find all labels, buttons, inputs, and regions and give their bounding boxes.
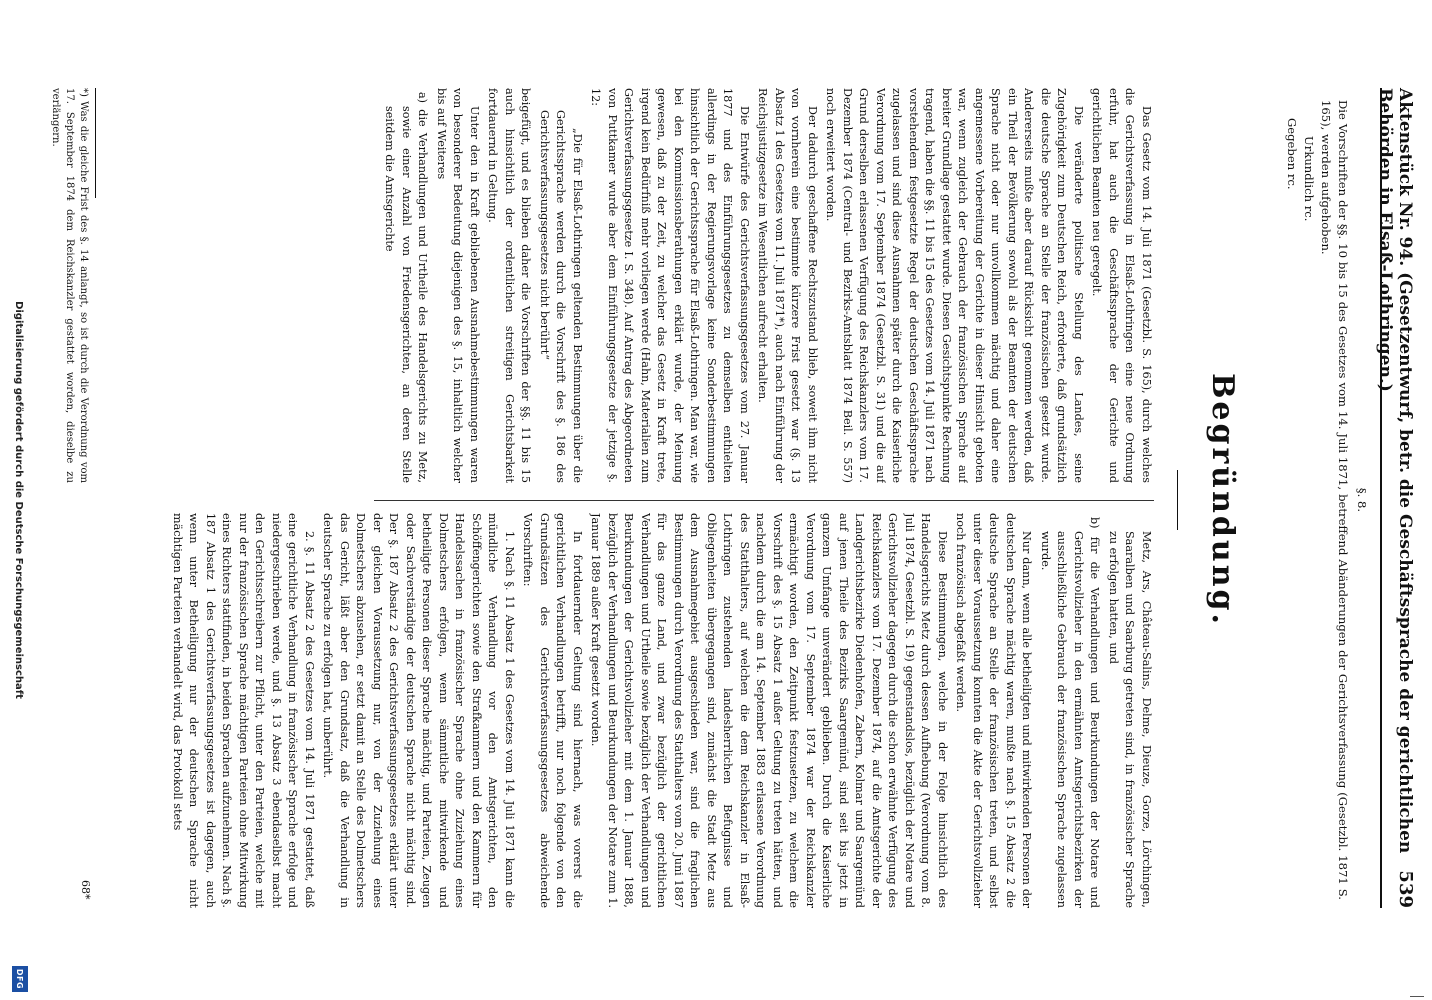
page-number: 539 [1395, 870, 1416, 908]
left-paragraph: Unter den in Kraft gebliebenen Ausnahmebestimmungen waren von besonderer Bedeutung diejenigen des §. 15, inhaltlich welcher bis auf Weiteres [435, 88, 481, 483]
right-paragraph: Metz, Ars, Château-Salins, Delme, Dieuze, Gorze, Lörchingen, Saaralben und Saarburg getreten sind, in französischer Sprache zu erfolgen hatten, und [1107, 531, 1153, 908]
left-paragraph: beigefügt, und es blieben daher die Vorschriften der §§. 11 bis 15 auch hinsichtlich der ordentlichen streitigen Gerichtsbarkeit fortdauernd in Geltung. [486, 88, 533, 483]
left-paragraph: Der dadurch geschaffene Rechtszustand blieb, soweit ihm nicht von vornherein eine bestimmte kürzere Frist gesetzt war (§. 13 Absatz 1 des Gesetzes vom 11. Juli 1871*), auch nach Einführung der Reichsjustizgesetze im Wesentlichen aufrecht erhalten. [756, 88, 819, 483]
column-divider [374, 500, 1154, 501]
right-column [134, 513, 1154, 908]
left-list-item: a) die Verhandlungen und Urtheile des Handelsgerichts zu Metz, sowie einer Anzahl von Friedensgerichten, an deren Stelle seitdem die Amtsgerichte [383, 92, 430, 483]
page-foot-number: 68* [79, 880, 92, 900]
right-paragraph: 1. Nach §. 11 Absatz 1 des Gesetzes vom 14. Juli 1871 kann die mündliche Verhandlung vor den Amtsgerichten, den Schöffengerichten sowie den Strafkammern und den Kammern für Handelssachen in französischer Sprache ohne Zuziehung eines Dolmetschers erfolgen, wenn sämmtliche mitwirkende und betheiligte Personen dieser Sprache mächtig, und Parteien, Zeugen oder Sachverständige der deutschen Sprache nicht mächtig sind. Der §. 187 Absatz 2 des Gerichtsverfassungsgesetzes erklärt unter der gleichen Voraussetzung nur, von der Zuziehung eines Dolmetschers abzusehen, er setzt damit an Stelle des Dolmetschers das Gericht, läßt aber den Grundsatz, daß die Verhandlung in deutscher Sprache zu erfolgen hat, unberührt. [321, 513, 516, 908]
paragraph-number: §. 8. [1355, 487, 1369, 513]
digitization-credit: Digitalisierung gefördert durch die Deutsche Forschungsgemeinschaft [13, 301, 24, 699]
left-paragraph-quote: „Die für Elsaß-Lothringen geltenden Bestimmungen über die Gerichtssprache werden durch die Vorschrift des §. 186 des Gerichtsverfassungsgesetzes nicht berührt“ [538, 110, 584, 483]
right-paragraph: In fortdauernder Geltung sind hiernach, was vorerst die gerichtlichen Verhandlungen betrifft, nur noch folgende von den Grundsätzen des Gerichtsverfassungsgesetzes abweichende Vorschriften: [521, 513, 584, 908]
dfg-logo: DFG [12, 966, 28, 992]
footnote: *) Was die gleiche Frist des §. 14 anlangt, so ist durch die Verordnung vom 17. September 1874 dem Reichskanzler gestattet worden, dieselbe zu verlängern. [50, 88, 89, 483]
intro-signature: Urkundlich rc. [1302, 136, 1316, 222]
intro-given: Gegeben rc. [1285, 118, 1299, 190]
section-title: Begründung. [1205, 373, 1240, 627]
title-rule [1177, 470, 1178, 530]
right-paragraph: Nur dann, wenn alle betheiligten und mitwirkenden Personen der deutschen Sprache mächtig waren, mußte nach §. 15 Absatz 2 die deutsche Sprache an Stelle der französischen treten, und selbst unter dieser Voraussetzung konnten die Akte der Gerichtsvollzieher noch französisch abgefaßt werden. [954, 513, 1034, 908]
right-paragraph: Diese Bestimmungen, welche in der Folge hinsichtlich des Handelsgerichts Metz durch dessen Aufhebung (Verordnung vom 8. Juli 1874, Gesetzbl. S. 19) gegenstandslos, bezüglich der Notare und Gerichtsvollzieher dagegen durch die schon erwähnte Verfügung des Reichskanzlers vom 17. Dezember 1874, auf die Amtsgerichte der Landgerichtsbezirke Diedenhofen, Zabern, Kolmar und Saargemünd auf jenen Theile des Bezirks Saargemünd, sind seit bis jetzt in ganzem Umfange unverändert geblieben. Durch die Kaiserliche Verordnung vom 17. September 1874 war der Reichskanzler ermächtigt worden, den Zeitpunkt festzusetzen, zu welchem die Vorschrift des §. 15 Absatz 1 außer Geltung zu treten hätten, und nachdem durch die am 14. September 1883 erlassene Verordnung des Statthalters, auf welchen die dem Reichskanzler in Elsaß-Lothringen zustehenden landesherrlichen Befugnisse und Obliegenheiten übergegangen sind, zunächst die Stadt Metz aus dem Ausnahmegebiet ausgeschieden war, sind die fraglichen Bestimmungen durch Verordnung des Statthalters vom 20. Juni 1887 für das ganze Land, und zwar bezüglich der gerichtlichen Verhandlungen und Urtheile sowie bezüglich der Verhandlungen und Beurkundungen der Gerichtsvollzieher mit dem 1. Januar 1888, bezüglich der Verhandlungen und Beurkundungen der Notare zum 1. Januar 1889 außer Kraft gesetzt worden. [589, 513, 949, 908]
footnote-rule [95, 88, 96, 198]
scan-mark [1410, 996, 1424, 997]
left-paragraph: Die Entwürfe des Gerichtsverfassungsgesetzes vom 27. Januar 1877 und des Einführungsgesetzes zu demselben enthielten allerdings in der Regierungsvorlage keine Sonderbestimmungen hinsichtlich der Gerichtssprache für Elsaß-Lothringen. Man war, wie bei den Kommissionsberathungen erklärt wurde, der Meinung gewesen, daß zu der Zeit, zu welcher das Gesetz in Kraft trete, irgend kein Bedürfniß mehr vorliegen werde (Hahn, Materialien zum Gerichtsverfassungsgesetze I. S. 348). Auf Antrag des Abgeordneten von Puttkamer wurde aber dem Einführungsgesetze der jetzige §. 12: [589, 88, 751, 483]
intro-text: Die Vorschriften der §§. 10 bis 15 des Gesetzes vom 14. Juli 1871, betreffend Abänderungen der Gerichtsverfassung (Gesetzbl. 1871 S. 165), werden aufgehoben. [1319, 100, 1350, 900]
left-paragraph: Die veränderte politische Stellung des Landes, seine Zugehörigkeit zum Deutschen Reich, erforderte, daß grundsätzlich die deutsche Sprache an Stelle der französischen gesetzt wurde. Andererseits mußte aber darauf Rücksicht genommen werden, daß ein Theil der Bevölkerung sowohl als der Beamten der deutschen Sprache nicht oder nur unvollkommen mächtig und daher eine angemessene Vorbereitung der Gerichte in dieser Hinsicht geboten war, wenn zugleich der Gebrauch der französischen Sprache auf breiter Grundlage gestattet wurde. Diesen Gesichtspunkte Rechnung tragend, haben die §§. 11 bis 15 des Gesetzes vom 14. Juli 1871 nach vorstehendem festgesetzte Regel der deutschen Geschäftssprache zugelassen und sind diese Ausnahmen später durch die Kaiserliche Verordnung vom 17. September 1874 (Gesetzbl. S. 31) und die auf Grund derselben erlassenen Verfügung des Reichskanzlers vom 17. Dezember 1874 (Central- und Bezirks-Amtsblatt 1874 Beil. S. 557) noch erweitert worden. [824, 88, 1085, 483]
left-paragraph: Das Gesetz vom 14. Juli 1871 (Gesetzbl. S. 165), durch welches die Gerichtsverfassung in Elsaß-Lothringen eine neue Ordnung erfuhr, hat auch die Geschäftssprache der Gerichte und gerichtlichen Beamten neu geregelt. [1090, 88, 1153, 483]
right-list-item: b) für die Verhandlungen und Beurkundungen der Notare und Gerichtsvollzieher in den ermähnten Amtsgerichtsbezirken der ausschließliche Gebrauch der französischen Sprache zugelassen wurde. [1039, 517, 1102, 908]
right-paragraph: 2. §. 11 Absatz 2 des Gesetzes vom 14. Juli 1871 gestattet, daß eine gerichtliche Verhandlung in französischer Sprache erfolge und niedergeschrieben werde, und §. 13 Absatz 3 ebendaselbst macht den Gerichtsschreibern zur Pflicht, unter den Parteien, welche mit nur der französischen Sprache mächtigen Parteien ohne Mitwirkung eines Richters stattfinden, in beiden Sprachen aufzunehmen. Nach §. 187 Absatz 1 des Gerichtsverfassungsgesetzes ist dagegen, auch wenn unter Betheiligung nur der deutschen Sprache nicht mächtigen Parteien verhandelt wird, das Protokoll stets [171, 513, 316, 908]
page-header [1375, 88, 1416, 908]
left-column [134, 88, 1154, 483]
header-title: Aktenstück Nr. 94. (Gesetzentwurf, betr. die Geschäftssprache der gerichtlichen Behörden in Elsaß-Lothringen.) [1375, 88, 1415, 854]
intro-section [1283, 100, 1370, 900]
